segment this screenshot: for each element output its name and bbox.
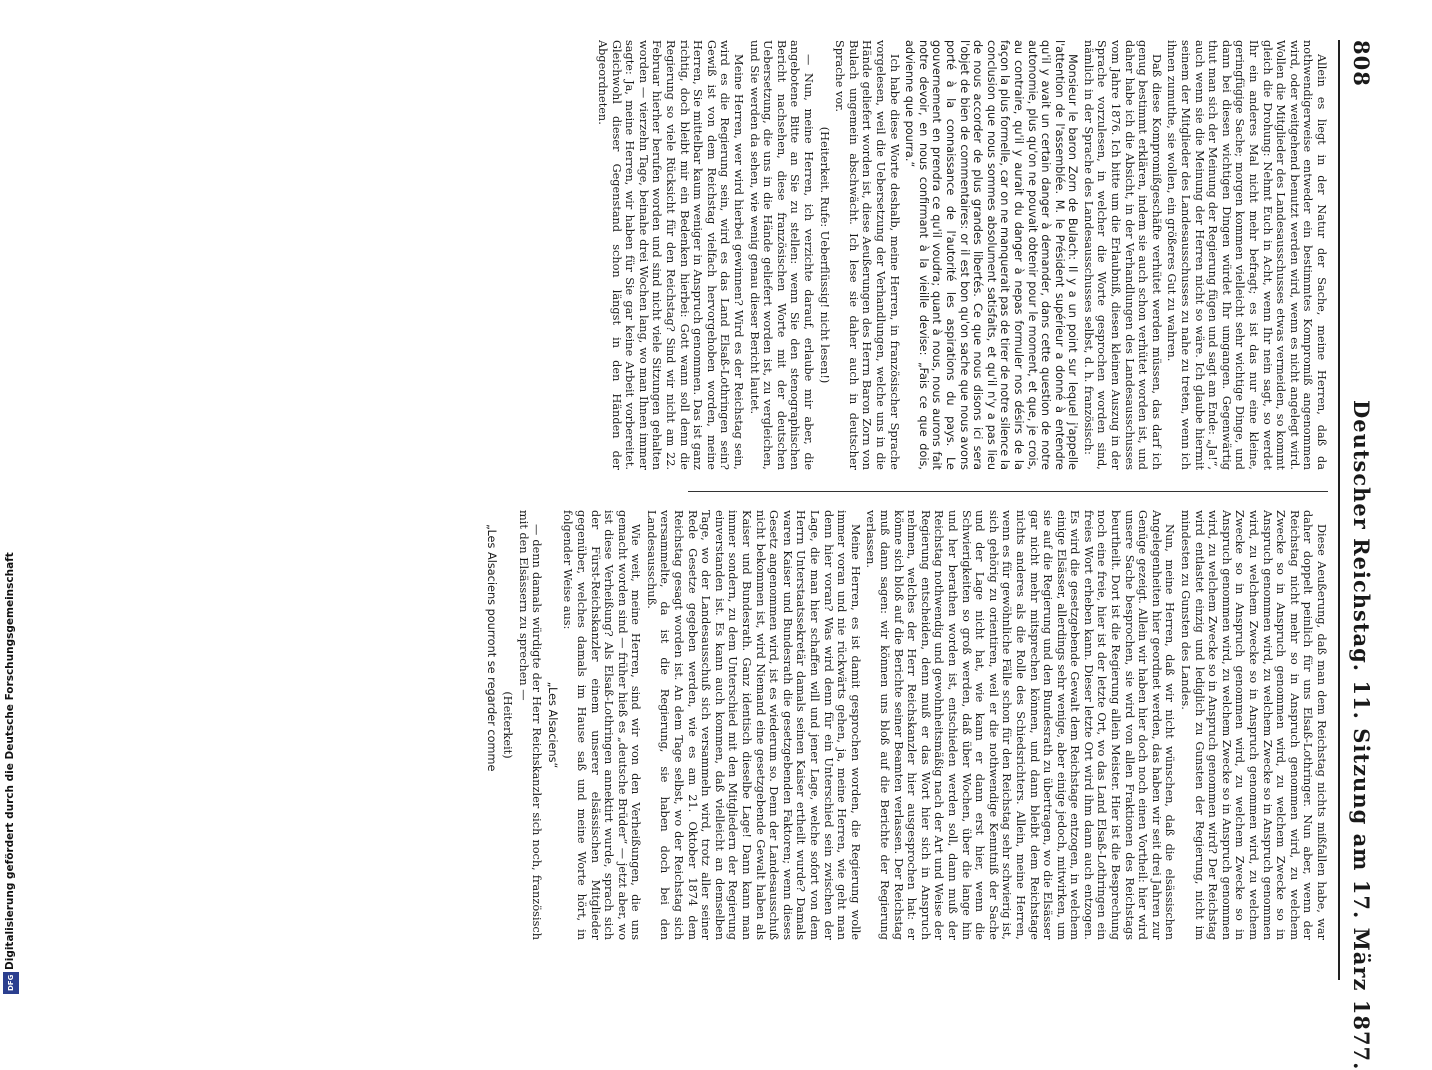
paragraph: — Nun, meine Herren, ich verzichte darauf, erlaube mir aber, die angebotene Bitte an Sie zu stellen: wenn Sie den stenographischen Bericht nachsehen, diese französischen Worte mit der deutschen Uebersetzung, die uns in die Hände geliefert worden ist, zu vergleichen, und Sie werden da sehen, wie wenig genau dieser Bericht lautet. [747,40,816,470]
quote: „Les Alsaciens“ [545,681,559,769]
attribution-text: Digitalisierung gefördert durch die Deutsche Forschungsgemeinschaft [4,552,16,970]
document-page [80,40,1380,1070]
paragraph: Diese Aeußerung, daß man dem Reichstag nichts mißfallen habe, war daher doppelt peinlich für uns Elsaß-Lothringer. Nun aber, wenn der Reichstag nicht mehr so in Anspruch genommen wird, zu welchem Zwecke so in Anspruch genommen wird, zu welchem Zwecke so in Anspruch genommen wird, zu welchem Zwecke so in Anspruch genommen wird, zu welchem Zwecke so in Anspruch genommen wird, zu welchem Zwecke so in Anspruch genommen wird, zu welchem Zwecke so in Anspruch genommen wird, zu welchem Zwecke so in Anspruch genommen wird, zu welchem Zwecke so in Anspruch genommen wird? Der Reichstag wird entlastet einzig und lediglich zu Gunsten der Regierung, nicht im mindesten zu Gunsten des Landes. [1179,510,1328,940]
sidebar [0,0,22,1000]
paragraph: Ich habe diese Worte deshalb, meine Herren, in französischer Sprache vorgelesen, weil die Uebersetzung der Verhandlungen, welche uns in die Hände geliefert worden ist, diese Aeußerungen des Herrn Baron Zorn von Bulach ungemein abschwächt. Ich lese sie daher auch in deutscher Sprache vor. [833,40,901,470]
paragraph: Daß diese Kompromißgeschäfte verhütet werden müssen, das darf ich genug bestimmt erklären, indem sie auch schon verhütet worden ist, und daher habe ich die Absicht, in der Verhandlungen des Landesausschusses vom Jahre 1876. Ich bitte um die Erlaubniß, diesen kleinen Auszug in der Sprache vorzulesen, in welcher die Worte gesprochen worden sind, nämlich in der Sprache des Landesausschusses selbst, d. h. französisch: [1081,40,1163,470]
right-column [483,510,1328,940]
header-rule [1338,40,1340,980]
page-header [1338,40,1380,1070]
interjection: (Heiterkeit. Rufe: Ueberflüssig! nicht lesen!) [817,126,831,384]
quote: „Les Alsaciens pourront se regarder comme [485,524,499,772]
page-title: Deutscher Reichstag. 11. Sitzung am 17. März 1877. [1349,400,1374,1070]
paragraph: Meine Herren, wer wird hierbei gewinnen? Wird es der Reichstag sein, wird es die Regierung sein, wird es das Land Elsaß-Lothringen sein? Gewiß ist von dem Reichstag vielfach hervorgehoben worden, meine Herren, Sie mittelbar kaum weniger in Anspruch genommen. Das ist ganz richtig, doch bleibt mir ein Bedenken hierbei: Gott wann soll denn die Regierung so viele Rücksicht für den Reichstag? Sind wir nicht am 22. Februar hierher berufen worden und sind nicht viele Sitzungen gehalten worden — vierzehn Tage, beinahe drei Wochen lang, wo man Ihnen immer sagte: Ja, meine Herren, wir haben für Sie gar keine Arbeit vorbereitet. Gleichwohl dieser Gegenstand schon längst in den Händen der Abgeordneten. [596,40,746,470]
paragraph: Meine Herren, es ist damit gesprochen worden, die Regierung wolle immer voran und nie rückwärts gehen, ja, meine Herren, wie geht man denn hier voran? Was wird denn für ein Unterschied sein zwischen der Lage, die man hier schaffen will und jener Lage, welche sofort von dem Herrn Unterstaatssekretär damals seinen Kaiser ertheilt wurde? Damals waren Kaiser und Bundesrath die gesetzgebenden Faktoren; wenn dieses Gesetz angenommen wird, ist es wiederum so. Denn der Landesausschuß nicht bekommen ist, wird Niemand eine gesetzgebende Gewalt haben als Kaiser und Bundesrath. Ganz identisch dieselbe Lage! Dann kann man immer sondern, zu dem Unterschied mit den Mitgliedern der Regierung einverstanden ist. Es kann auch kommen, daß vielleicht an demselben Tage, wo der Landesausschuß sich versammeln wird, trotz aller seiner Rede Gesetze gegeben werden, wie es am 21. Oktober 1874 dem Reichstag gesagt worden ist. An dem Tage selbst, wo der Reichstag sich versammelte, da ist die Regierung, sie haben doch bei den Landesausschuß. [644,510,862,940]
page-number: 808 [1349,40,1374,87]
paragraph: Allein es liegt in der Natur der Sache, meine Herren, daß da nothwendigerweise entweder ein bestimmtes Kompromiß angenommen wird, oder weitgehend benutzt werden wird, wenn es nicht angelegt wird. Wollen die Mitglieder des Landesausschusses etwas vermeiden, so kommt gleich die Drohung: Nehmt Euch in Acht, wenn Ihr nein sagt, so werdet Ihr ein anderes Mal nicht mehr befragt; es ist das nur eine kleine, geringfügige Sache; morgen kommen vielleicht sehr wichtige Dinge, und dann bei diesen wichtigen Dingen würdet Ihr umgangen. Gegenwärtig thut man sich der Meinung der Regierung fügen und sagt am Ende: „Ja!“, auch wenn sie die Meinung der Herren nicht so wäre. Ich glaube hiermit seinem der Mitglieder des Landesausschusses zu nahe zu treten, wenn ich ihnen zumuthe, sie wollen, ein größeres Gut zu wahren. [1165,40,1328,470]
left-column [594,40,1328,470]
dfg-logo-icon: DFG [3,972,19,994]
interjection: (Heiterkeit) [500,691,514,759]
paragraph: Wie weit, meine Herren, sind wir von den Verheißungen, die uns gemacht worden sind — früher hieß es „deutsche Brüder“ — jetzt aber, wo ist diese Verheißung? Als Elsaß-Lothringen annektirt wurde, sprach sich der Fürst-Reichskanzler einem unserer elsässischen Mitglieder gegenüber, welches damals im Hause saß und meine Worte hört, in folgender Weise aus: [561,510,643,940]
paragraph-french: Monsieur le baron Zorn de Bulach: Il y a un point sur lequel j'appelle l'attention de l'assemblée. M. le Président supérieur a donné à entendre qu'il y avait un certain danger à demander, dans cette question de notre autonomie, plus qu'on ne pouvait obtenir pour le moment, et que, je crois, au contraire, qu'il y aurait du danger à nepas formuler nos désirs de la façon la plus formelle, car on ne manquerait pas de tirer de notre silence la conclusion que nous sommes absolument satisfaits, et qu'il n'y a pas lieu de nous accorder de plus grandes libertés. Ce que nous disons ici sera l'objet de bien de commentaires: or il est bon qu'on sache que nous avons porté à la connaissance de l'autorité les aspirations du pays. Le gouvernement en prendra ce qu'il voudra; quant à nous, nous aurons fait notre devoir, en nous confirmant à la vieille devise: „Fais ce que dois, advienne que pourra.“ [903,40,1080,470]
paragraph: Nun, meine Herren, daß wir nicht wünschen, daß die elsässischen Angelegenheiten hier geordnet werden, das haben wir seit drei Jahren zur Genüge gezeigt. Allein wir haben hier doch noch einen Vortheil: hier wird unsere Sache besprochen, sie wird von allen Fraktionen des Reichstags beurtheilt. Dort ist die Regierung allein Meister. Hier ist die Besprechung noch eine freie, hier ist der letzte Ort, wo das Land Elsaß-Lothringen ein freies Wort erheben kann. Dieser letzte Ort wird ihm dann auch entzogen. Es wird die gesetzgebende Gewalt dem Reichstage entzogen, in welchem einige Elsässer, allerdings sehr wenige, aber einige jedoch, mitwirken, um sie auf die Regierung und den Bundesrath zu übertragen, wo die Elsässer gar nicht mehr mitsprechen können, und dann bleibt dem Reichstage nichts anderes als die Rolle des Schiedsrichters. Allein, meine Herren, wenn es für gewöhnliche Fälle schon für den Reichstag sehr schwierig ist, sich gehörig zu orientiren, weil er die nothwendige Kenntniß der Sache und der Lage nicht hat, wie kann er dann erst hier, wenn die Schwierigkeiten so groß werden, daß über Wochen, über die lange hin und her berathen worden ist, entschieden werden soll, dann muß der Reichstag nothwendig und gewohnheitsmäßig nach der Art und Weise der Regierung entscheiden, denn muß er das Wort hier sich in Anspruch nehmen, welches der Herr Reichskanzler hier ausgesprochen hat: er könne sich bloß auf die Berichte seiner Beamten verlassen. Der Reichstag muß dann sagen: wir können uns bloß auf die Berichte der Regierung verlassen. [864,510,1177,940]
column-divider [688,491,1328,492]
paragraph: — denn damals würdigte der Herr Reichskanzler sich noch, französisch mit den Elsässern zu sprechen — [516,510,544,940]
